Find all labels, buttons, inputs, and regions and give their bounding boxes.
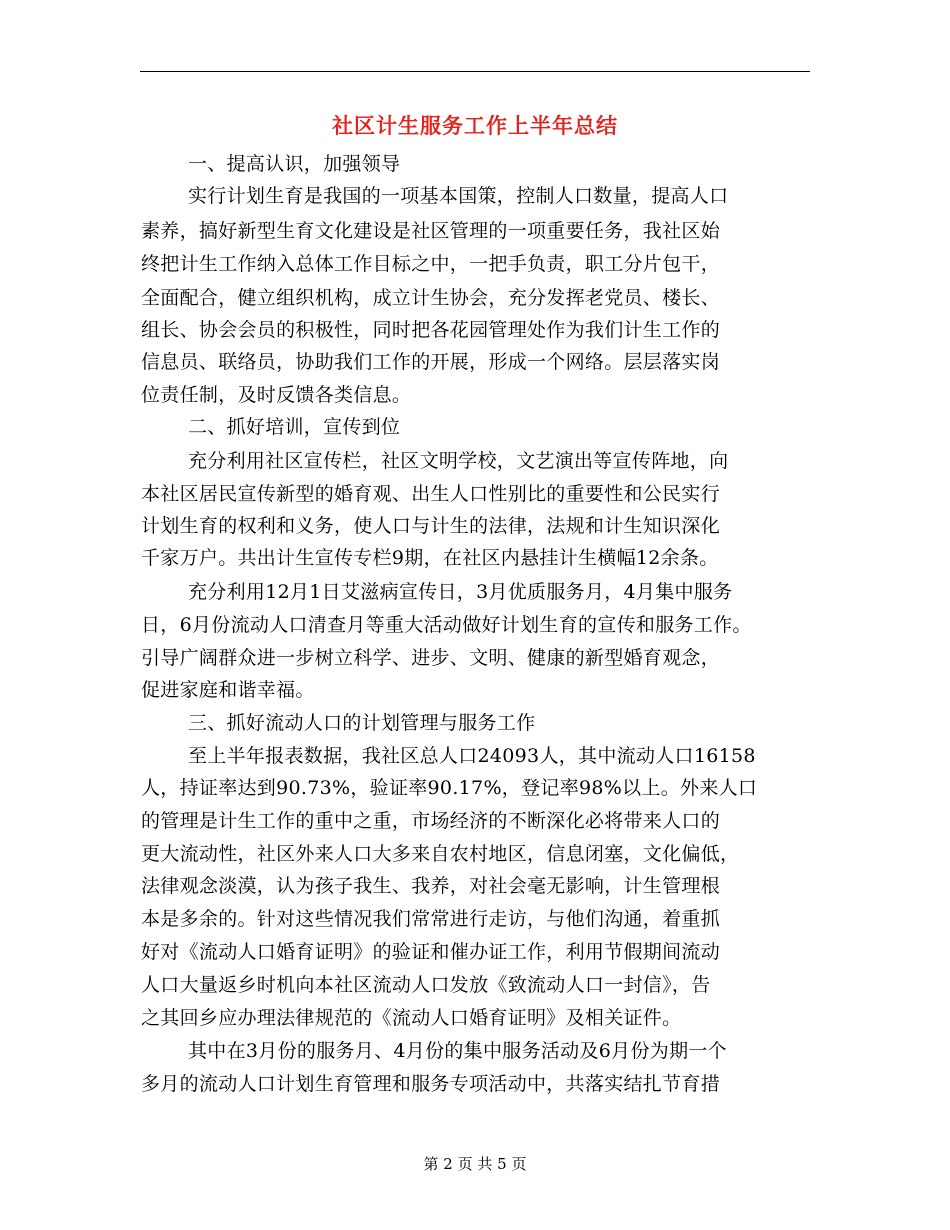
paragraph-line: 充分利用12月1日艾滋病宣传日，3月优质服务月，4月集中服务 (188, 581, 733, 603)
paragraph-line: 的管理是计生工作的重中之重，市场经济的不断深化必将带来人口的 (141, 810, 721, 832)
paragraph-line: 至上半年报表数据，我社区总人口24093人，其中流动人口16158 (188, 745, 756, 767)
section-heading-3: 三、抓好流动人口的计划管理与服务工作 (188, 712, 536, 734)
document-title: 社区计生服务工作上半年总结 (332, 113, 618, 138)
paragraph-line: 本社区居民宣传新型的婚育观、出生人口性别比的重要性和公民实行 (141, 483, 721, 505)
paragraph-line: 法律观念淡漠，认为孩子我生、我养，对社会毫无影响，计生管理根 (141, 875, 721, 897)
paragraph-line: 日，6月份流动人口清查月等重大活动做好计划生育的宣传和服务工作。 (141, 614, 752, 636)
paragraph-line: 人口大量返乡时机向本社区流动人口发放《致流动人口一封信》，告 (141, 974, 711, 996)
paragraph-line: 实行计划生育是我国的一项基本国策，控制人口数量，提高人口 (188, 185, 729, 207)
paragraph-line: 引导广阔群众进一步树立科学、进步、文明、健康的新型婚育观念， (141, 647, 721, 669)
page-number: 第 2 页 共 5 页 (423, 1155, 527, 1173)
paragraph-line: 全面配合，健立组织机构，成立计生协会，充分发挥老党员、楼长、 (141, 287, 721, 309)
paragraph-line: 信息员、联络员，协助我们工作的开展，形成一个网络。层层落实岗 (141, 351, 721, 373)
paragraph-line: 其中在3月份的服务月、4月份的集中服务活动及6月份为期一个 (188, 1040, 727, 1062)
section-heading-2: 二、抓好培训，宣传到位 (188, 416, 401, 438)
section-heading-1: 一、提高认识，加强领导 (188, 153, 401, 175)
paragraph-line: 本是多余的。针对这些情况我们常常进行走访，与他们沟通，着重抓 (141, 908, 721, 930)
header-rule (140, 71, 810, 72)
paragraph-line: 组长、协会会员的积极性，同时把各花园管理处作为我们计生工作的 (141, 319, 721, 341)
paragraph-line: 位责任制，及时反馈各类信息。 (141, 384, 412, 406)
paragraph-line: 人，持证率达到90.73%，验证率90.17%，登记率98%以上。外来人口 (141, 777, 758, 799)
paragraph-line: 多月的流动人口计划生育管理和服务专项活动中，共落实结扎节育措 (141, 1073, 721, 1095)
paragraph-line: 好对《流动人口婚育证明》的验证和催办证工作，利用节假期间流动 (141, 941, 721, 963)
paragraph-line: 更大流动性，社区外来人口大多来自农村地区，信息闭塞，文化偏低， (141, 843, 740, 865)
paragraph-line: 充分利用社区宣传栏，社区文明学校，文艺演出等宣传阵地，向 (188, 450, 729, 472)
paragraph-line: 素养，搞好新型生育文化建设是社区管理的一项重要任务，我社区始 (141, 220, 721, 242)
paragraph-line: 促进家庭和谐幸福。 (141, 679, 315, 701)
paragraph-line: 计划生育的权利和义务，使人口与计生的法律，法规和计生知识深化 (141, 515, 721, 537)
paragraph-line: 千家万户。共出计生宣传专栏9期，在社区内悬挂计生横幅12余条。 (141, 547, 719, 569)
paragraph-line: 终把计生工作纳入总体工作目标之中，一把手负责，职工分片包干， (141, 253, 721, 275)
paragraph-line: 之其回乡应办理法律规范的《流动人口婚育证明》及相关证件。 (141, 1007, 682, 1029)
